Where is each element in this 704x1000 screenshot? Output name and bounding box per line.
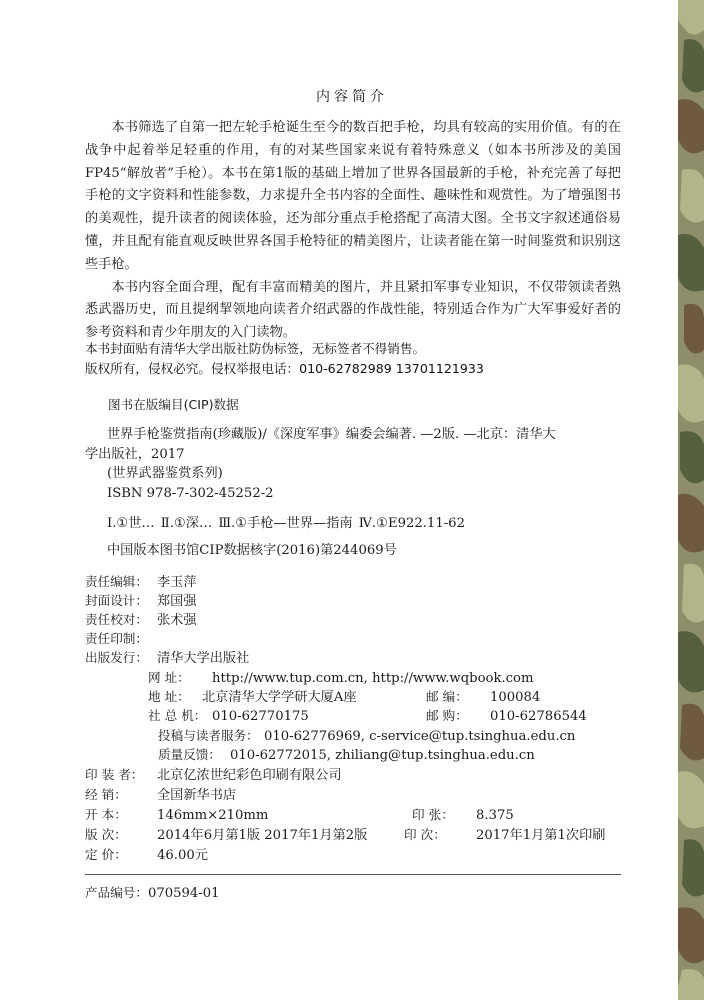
camouflage-pattern — [678, 0, 704, 1000]
copyright-notice: 版权所有，侵权必究。侵权举报电话：010-62782989 13701121933 — [85, 361, 484, 376]
switchboard-label: 社 总 机： — [148, 708, 207, 723]
mail-order-row — [426, 705, 587, 724]
distributor-row — [85, 784, 236, 803]
distributor-value: 全国新华书店 — [157, 788, 237, 803]
address-label: 地 址： — [148, 689, 190, 704]
intro-paragraph-2: 本书内容全面合理，配有丰富而精美的图片，并且紧扣军事专业知识，不仅带领读者熟悉武器历史，而且提纲挈领地向读者介绍武器的作战性能，特别适合作为广大军事爱好者的参考资料和青少年朋友的入门读物。 — [85, 279, 621, 341]
cip-line: (世界武器鉴赏系列) — [107, 466, 223, 481]
reader-service-value: 010-62776969, c-service@tup.tsinghua.edu.cn — [264, 729, 576, 744]
edition-row — [85, 824, 367, 843]
cover-design-value: 郑国强 — [157, 594, 197, 609]
impression-row — [404, 824, 605, 843]
camouflage-border — [678, 0, 704, 1000]
proofreader-row — [85, 609, 197, 628]
format-label: 开 本： — [85, 807, 127, 822]
editor-value: 李玉萍 — [157, 575, 197, 590]
cip-isbn: ISBN 978-7-302-45252-2 — [107, 485, 274, 501]
switchboard-value: 010-62770175 — [212, 709, 309, 724]
editor-row — [85, 571, 197, 590]
product-number-label: 产品编号： — [85, 885, 148, 900]
price-label: 定 价： — [85, 847, 127, 862]
postcode-label: 邮 编： — [426, 689, 468, 704]
distributor-label: 经 销： — [85, 787, 127, 802]
printer-label: 印 装 者： — [85, 767, 144, 782]
product-number-value: 070594-01 — [147, 886, 220, 901]
cip-line: 学出版社，2017 — [85, 446, 185, 462]
postcode-value: 100084 — [490, 690, 541, 705]
website-value: http://www.tup.com.cn, http://www.wqbook.com — [212, 671, 534, 686]
impression-value: 2017年1月第1次印刷 — [476, 828, 606, 843]
product-number-row — [85, 882, 220, 901]
intro-paragraph-1: 本书筛选了自第一把左轮手枪诞生至今的数百把手枪，均具有较高的实用价值。有的在战争中起着举足轻重的作用，有的对某些国家来说有着特殊意义（如本书所涉及的美国FP45“解放者”手枪）。本书在第1版的基础上增加了世界各国最新的手枪，补充完善了每把手枪的文字资料和性能参数，力求提升全书内容的全面性、趣味性和观赏性。为了增强图书的美观性，提升读者的阅读体验，还为部分重点手枪搭配了高清大图。全书文字叙述通俗易懂，并且配有能直观反映世界各国手枪特征的精美图片，让读者能在第一时间鉴赏和识别这些手枪。 — [85, 120, 621, 272]
address-value: 北京清华大学学研大厦A座 — [202, 690, 357, 705]
proofreader-value: 张术强 — [157, 613, 197, 628]
printer-value: 北京亿浓世纪彩色印刷有限公司 — [157, 768, 342, 783]
publisher-value: 清华大学出版社 — [157, 651, 250, 666]
price-row — [85, 844, 208, 863]
editor-label: 责任编辑： — [85, 574, 148, 589]
address-row — [148, 686, 357, 705]
anti-counterfeit-notice: 本书封面贴有清华大学出版社防伪标签，无标签者不得销售。 — [85, 341, 426, 356]
proofreader-label: 责任校对： — [85, 612, 148, 627]
page-title: 内容简介 — [316, 89, 388, 105]
cip-line: 世界手枪鉴赏指南(珍藏版)/《深度军事》编委会编著. —2版. —北京：清华大 — [107, 427, 556, 442]
website-row — [148, 667, 533, 686]
postcode-row — [426, 686, 540, 705]
printing-supervisor-row — [85, 628, 157, 647]
cover-design-label: 封面设计： — [85, 593, 148, 608]
cip-heading: 图书在版编目(CIP)数据 — [108, 397, 239, 412]
format-value: 146mm×210mm — [157, 808, 269, 823]
printing-supervisor-label: 责任印制： — [85, 631, 148, 646]
quality-feedback-label: 质量反馈： — [158, 747, 221, 762]
publisher-label: 出版发行： — [85, 650, 148, 665]
website-label: 网 址： — [148, 670, 190, 685]
cip-record — [85, 425, 625, 503]
impression-label: 印 次： — [404, 827, 446, 842]
cover-design-row — [85, 590, 197, 609]
publisher-row — [85, 647, 249, 666]
edition-value: 2014年6月第1版 2017年1月第2版 — [157, 828, 368, 843]
format-row — [85, 804, 268, 823]
sheets-label: 印 张： — [412, 807, 454, 822]
cip-classification: Ⅰ.①世… Ⅱ.①深… Ⅲ.①手枪—世界—指南 Ⅳ.①E922.11-62 — [107, 516, 465, 531]
switchboard-row — [148, 705, 309, 724]
reader-service-row — [158, 725, 575, 744]
edition-label: 版 次： — [85, 827, 127, 842]
mail-order-label: 邮 购： — [426, 708, 468, 723]
mail-order-value: 010-62786544 — [490, 709, 587, 724]
price-value: 46.00元 — [157, 848, 208, 863]
book-introduction — [85, 117, 621, 345]
reader-service-label: 投稿与读者服务： — [158, 728, 259, 743]
cip-number: 中国版本图书馆CIP数据核字(2016)第244069号 — [107, 543, 397, 558]
sheets-row — [412, 804, 514, 823]
quality-feedback-row — [158, 744, 535, 763]
printer-row — [85, 764, 342, 783]
sheets-value: 8.375 — [476, 808, 514, 823]
quality-feedback-value: 010-62772015, zhiliang@tup.tsinghua.edu.cn — [230, 748, 535, 763]
divider — [85, 874, 621, 875]
